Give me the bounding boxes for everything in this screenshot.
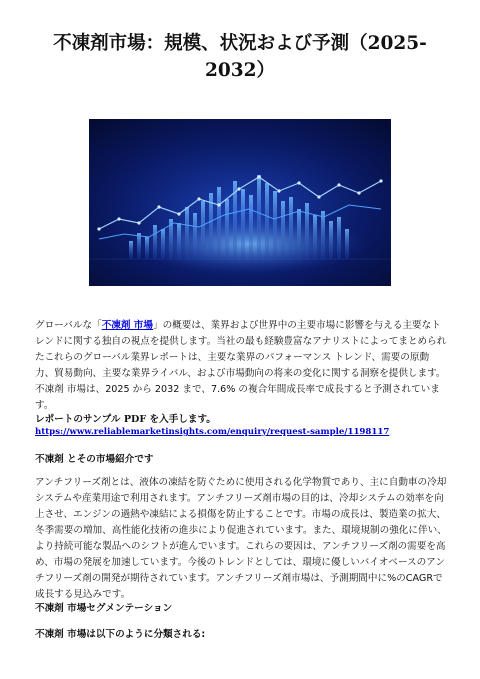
hero-dot <box>317 195 320 198</box>
hero-bar <box>201 201 205 259</box>
hero-bar <box>281 201 285 259</box>
section-heading-segmentation: 不凍剤 市場セグメンテーション <box>35 603 173 614</box>
hero-bar <box>313 215 317 259</box>
hero-bar <box>297 209 301 259</box>
hero-bar <box>305 203 309 259</box>
hero-bar <box>193 213 197 259</box>
hero-dot <box>197 197 200 200</box>
body-paragraph: アンチフリーズ剤とは、液体の凍結を防ぐために使用される化学物質であり、主に自動車の冷却システムや産業用途で利用されます。アンチフリーズ剤市場の目的は、冷却システムの効率を向上させ、エンジンの過熱や凍結による損傷を防止することです。市場の成長は、製造業の拡大、冬季需要の増加、高性能化技術の進歩により促進されています。また、環境規制の強化に伴い、より持続可能な製品へのシフトが進んでいます。これらの要因は、アンチフリーズ剤の需要を高め、市場の発展を加速しています。今後のトレンドとしては、環境に優しいバイオベースのアンチフリーズ剤の開発が期待されています。アンチフリーズ剤市場は、予測期間中に%のCAGRで成長する見込みです。 <box>35 477 447 600</box>
hero-bar <box>129 241 133 259</box>
hero-bar <box>137 233 141 259</box>
hero-bar <box>241 189 245 259</box>
hero-bar <box>329 221 333 259</box>
hero-dot <box>217 203 220 206</box>
hero-dot <box>137 221 140 224</box>
hero-bar <box>177 223 181 259</box>
hero-dot <box>297 181 300 184</box>
hero-dot <box>357 191 360 194</box>
hero-dot <box>117 217 120 220</box>
hero-bar <box>337 217 341 259</box>
sample-label: レポートのサンプル PDF を入手します。 <box>35 414 216 425</box>
page-title-line-1: 不凍剤市場：規模、状況および予測（2025- <box>53 33 427 54</box>
hero-bar <box>145 237 149 259</box>
hero-dot <box>337 183 340 186</box>
hero-bar <box>185 207 189 259</box>
market-link[interactable]: 不凍剤 市場 <box>101 320 153 331</box>
hero-dot <box>97 227 100 230</box>
sample-request-block <box>35 413 447 439</box>
hero-dot <box>379 179 382 182</box>
hero-bar <box>153 225 157 259</box>
hero-bar <box>249 195 253 259</box>
hero-bar <box>345 229 349 259</box>
hero-dot <box>237 187 240 190</box>
section-heading-introduction: 不凍剤 とその市場紹介です <box>35 454 154 465</box>
hero-bar <box>225 199 229 259</box>
intro-prefix: グローバルな「 <box>35 320 102 331</box>
hero-bar <box>289 197 293 259</box>
hero-dot <box>277 189 280 192</box>
classification-heading: 不凍剤 市場は以下のように分類される: <box>35 629 206 640</box>
intro-paragraph <box>35 318 447 414</box>
intro-body: 」の概要は、業界および世界中の主要市場に影響を与える主要なトレンドに関する独自の視点を提供します。当社の最も経験豊富なアナリストによってまとめられたこれらのグローバル業界レポートは、主要な業界のパフォーマンス トレンド、需要の原動力、貿易動向、主要な業界ライバル、および市場動向の将来の変化に関する洞察を提供します。不凍剤 市場は、2025 から 2032 まで、7.6% の複合年間成長率で成長すると予測されています。 <box>35 320 447 411</box>
hero-bar <box>273 191 277 259</box>
page-title-line-2: 2032） <box>205 60 275 81</box>
hero-bar <box>257 175 261 259</box>
page-title <box>40 30 440 84</box>
sample-request-link[interactable]: https://www.reliablemarketinsights.com/enquiry/request-sample/1198117 <box>35 427 390 437</box>
hero-dot <box>157 205 160 208</box>
hero-dot <box>177 212 180 215</box>
hero-dot <box>257 175 260 178</box>
hero-bar <box>321 211 325 259</box>
hero-bar <box>265 183 269 259</box>
market-chart-hero-image <box>89 119 391 286</box>
hero-bar <box>217 187 221 259</box>
hero-bar <box>161 229 165 259</box>
